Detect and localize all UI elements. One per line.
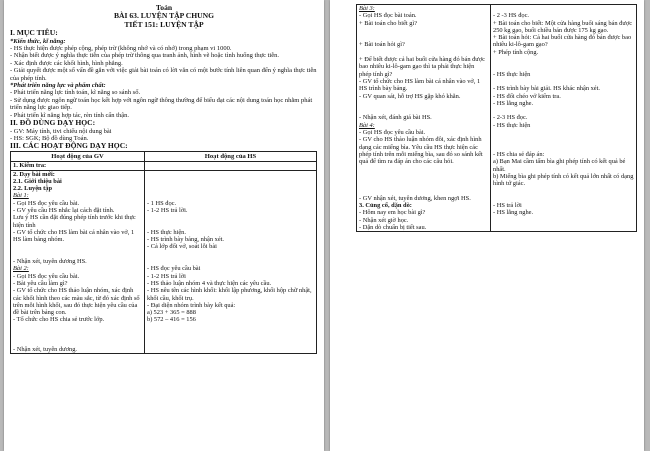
ability-list: [10, 89, 318, 119]
activity-line: [359, 49, 488, 56]
section-objectives: I. MỤC TIÊU:: [10, 28, 58, 38]
activity-line: Bài 2:: [13, 265, 29, 273]
subject-title: Toán: [155, 3, 173, 12]
activity-line: [493, 136, 634, 143]
teacher-activity-cell: [357, 5, 491, 232]
activity-line: [147, 258, 314, 265]
knowledge-item: - Xác định được các khối hình, hình phẳng.: [10, 59, 123, 67]
activity-line: - Bài yêu cầu làm gì?: [13, 279, 68, 287]
activity-line: [359, 166, 488, 173]
activity-line: + Phép tính cộng.: [493, 48, 539, 56]
activity-line: - Nhận xét, tuyên dương.: [13, 345, 77, 353]
period-title: TIẾT 151: LUYỆN TẬP: [124, 19, 204, 29]
activity-line: - HS trình bày bài giải. HS khác nhận xét.: [493, 85, 601, 93]
activity-line: [493, 56, 634, 63]
activity-line: - HS đổi chéo vở kiểm tra.: [493, 92, 561, 100]
activity-line: [493, 107, 634, 114]
activity-line: [359, 27, 488, 34]
activity-line: [147, 185, 314, 192]
activity-line: - 1 HS đọc.: [147, 199, 177, 207]
activity-line: [147, 171, 314, 178]
activity-line: + Bài toán cho biết: Một cửa hàng buổi sáng bán được 250 kg gạo, buổi chiều bán được 175 kg gạo.: [493, 19, 633, 34]
activity-line: b) 572 – 416 = 156: [147, 316, 196, 324]
activity-line: b) Miếng bìa ghi phép tính có kết quả lớn nhất có dạng hình tứ giác.: [493, 172, 634, 188]
activity-line: [493, 195, 634, 202]
activity-line: a) Bạn Mai cầm tấm bìa ghi phép tính có kết quả bé nhất.: [493, 158, 626, 173]
activity-line: - 1-2 HS trả lời: [147, 272, 186, 280]
student-activity-cell: [145, 170, 317, 353]
student-activity-cell: [491, 5, 637, 232]
activity-line: [13, 243, 142, 250]
activity-line: [147, 178, 314, 185]
activity-line: - Gọi HS đọc yêu cầu bài.: [359, 129, 426, 137]
teacher-activity-cell: [11, 162, 145, 170]
activity-line: - Gọi HS đọc yêu cầu bài.: [13, 199, 80, 207]
activity-line: 3. Củng cố, dặn dò:: [359, 202, 412, 210]
activity-line: [13, 338, 142, 345]
activity-line: + Bài toán hỏi gì?: [359, 41, 405, 49]
activity-line: - HS trả lời: [493, 202, 522, 210]
ability-item: - Sử dụng được ngôn ngữ toán học kết hợp với ngôn ngữ thông thường để biểu đạt các nội dung toán học nhằm phát triển năng lực giao tiếp.: [10, 96, 313, 112]
teacher-activity-cell: [11, 170, 145, 353]
activity-line: 2. Dạy bài mới:: [13, 170, 55, 178]
activity-line: - 2 -3 HS đọc.: [493, 12, 530, 20]
activity-line: - HS lắng nghe.: [493, 209, 534, 217]
student-activity-cell: [145, 162, 317, 170]
knowledge-label: *Kiến thức, kĩ năng:: [10, 37, 66, 45]
activity-line: - HS thực hiện: [493, 121, 531, 129]
knowledge-item: - Nhận biết được ý nghĩa thực tiễn của phép trừ thông qua tranh ảnh, hình vẽ hoặc tình huống thực tiễn.: [10, 52, 279, 60]
activity-line: - GV tổ chức cho HS làm bài cá nhân vào vở, 1 HS trình bày bảng.: [359, 77, 481, 93]
activity-line: 1. Kiểm tra:: [13, 162, 47, 170]
activity-line: [147, 162, 314, 169]
activity-line: [493, 78, 634, 85]
activity-line: Bài 1:: [13, 192, 29, 200]
activity-line: - HS nêu tên các hình khối: khối lập phương, khối hộp chữ nhật, khối cầu, khối trụ.: [147, 287, 312, 302]
ability-item: - Phát triển năng lực tính toán, kĩ năng so sánh số.: [10, 89, 141, 97]
table-row: [357, 5, 637, 232]
lesson-page-1: [4, 0, 324, 451]
activities-table: [10, 151, 317, 354]
activity-line: - Tổ chức cho HS chia sẻ trước lớp.: [13, 316, 105, 324]
activity-line: [147, 222, 314, 229]
activities-table-continued: [356, 4, 637, 232]
activity-line: - Nhận xét giờ học.: [359, 216, 409, 224]
knowledge-item: - HS thực hiện được phép cộng, phép trừ (không nhớ và có nhớ) trong phạm vi 1000.: [10, 45, 232, 53]
ability-label: *Phát triển năng lực và phẩm chất:: [10, 82, 106, 90]
activity-line: [147, 251, 314, 258]
activity-line: - Hôm nay em học bài gì?: [359, 209, 426, 217]
lesson-title: BÀI 63. LUYỆN TẬP CHUNG: [113, 11, 215, 21]
activity-line: [147, 214, 314, 221]
section-equipment: II. ĐỒ DÙNG DẠY HỌC:: [10, 118, 96, 128]
activity-line: - HS trình bày bảng, nhận xét.: [147, 236, 225, 244]
activity-line: Bài 4:: [359, 121, 375, 129]
activity-line: [359, 107, 488, 114]
activity-line: - HS thảo luận nhóm 4 và thực hiện các yêu cầu.: [147, 279, 272, 287]
activity-line: [493, 129, 634, 136]
activity-line: 2.1. Giới thiệu bài: [13, 177, 62, 185]
table-row: [11, 170, 317, 353]
activity-line: [493, 5, 634, 12]
activity-line: [493, 187, 634, 194]
activity-line: [13, 324, 142, 331]
activity-line: - 2-3 HS đọc.: [493, 114, 528, 122]
activity-line: - Gọi HS đọc bài toán.: [359, 12, 417, 20]
activity-line: - Nhận xét, đánh giá bài HS.: [359, 114, 432, 122]
activity-line: [359, 34, 488, 41]
activity-line: Bài 3:: [359, 5, 375, 12]
activity-line: a) 523 + 365 = 888: [147, 309, 196, 317]
activity-line: - Gọi HS đọc yêu cầu bài.: [13, 272, 80, 280]
activity-line: [359, 173, 488, 180]
activity-line: - HS chia sẻ đáp án:: [493, 150, 545, 158]
activity-line: [13, 331, 142, 338]
knowledge-item: - Giải quyết được một số vấn đề gắn với việc giải bài toán có lời văn có một bước tính liên quan đến ý nghĩa thực tiễn của phép tính.: [10, 67, 317, 82]
knowledge-list: [10, 45, 318, 82]
activity-line: [147, 192, 314, 199]
activity-line: [359, 180, 488, 187]
column-header-teacher: Hoạt động của GV: [11, 151, 145, 162]
activity-line: + Bài toán hỏi: Cả hai buổi cửa hàng đó bán được bao nhiêu ki-lô-gam gạo?: [493, 34, 632, 49]
section-activities: III. CÁC HOẠT ĐỘNG DẠY HỌC:: [10, 141, 128, 151]
activity-line: - Cả lớp đổi vở, soát lỗi bài: [147, 243, 217, 251]
activity-line: [359, 187, 488, 194]
lesson-page-2: [330, 0, 644, 451]
activity-line: - GV tổ chức cho HS thảo luận nhóm, xác định các khối hình theo các màu sắc, từ đó xác định số trên mỗi hình khối, sau đó thực hiện yêu cầu của đề bài trên bảng con.: [13, 287, 140, 317]
activity-line: - Nhận xét, tuyên dương HS.: [13, 258, 87, 266]
activity-line: Lưu ý HS cần đặt đúng phép tính trước khi thực hiện tính: [13, 214, 136, 229]
table-row: [11, 162, 317, 170]
equipment-item: - GV: Máy tính, tivi chiếu nội dung bài: [10, 127, 112, 135]
activity-line: + Bài toán cho biết gì?: [359, 19, 418, 27]
activity-line: [359, 100, 488, 107]
activity-line: [493, 144, 634, 151]
activity-line: - HS đọc yêu cầu bài: [147, 265, 201, 273]
activity-line: - Đại diện nhóm trình bày kết quả:: [147, 301, 236, 309]
activity-line: - HS thực hiện: [493, 70, 531, 78]
activity-line: + Để biết được cả hai buổi cửa hàng đó bán được bao nhiêu ki-lô-gam gạo thì ta phải thực hiện phép tính gì?: [359, 56, 485, 78]
activity-line: - GV cho HS thảo luận nhóm đôi, xác định hình dạng các miếng bìa. Yêu cầu HS thực hiện các phép tính trên mỗi miếng bìa, sau đó so sánh kết quả để tìm ra đáp án cho các câu hỏi.: [359, 136, 483, 166]
equipment-item: - HS: SGK; Bộ đồ dùng Toán.: [10, 134, 89, 142]
activity-line: - GV quan sát, hỗ trợ HS gặp khó khăn.: [359, 92, 461, 100]
activity-line: - Dặn dò chuẩn bị tiết sau.: [359, 223, 427, 231]
activity-line: - GV nhận xét, tuyên dương, khen ngợi HS.: [359, 194, 471, 202]
ability-item: - Phát triển kĩ năng hợp tác, rèn tính cẩn thận.: [10, 111, 129, 119]
activity-line: - HS lắng nghe.: [493, 99, 534, 107]
activity-line: [493, 63, 634, 70]
column-header-student: Hoạt động của HS: [145, 151, 317, 162]
activity-line: 2.2. Luyện tập: [13, 185, 53, 193]
activity-line: - GV yêu cầu HS nhắc lại cách đặt tính.: [13, 207, 115, 214]
activity-line: - GV tổ chức cho HS làm bài cá nhân vào vở, 1 HS làm bảng nhóm.: [13, 228, 135, 244]
activity-line: - HS thực hiện.: [147, 228, 186, 236]
activity-line: - 1-2 HS trả lời.: [147, 207, 188, 214]
activity-line: [13, 251, 142, 258]
